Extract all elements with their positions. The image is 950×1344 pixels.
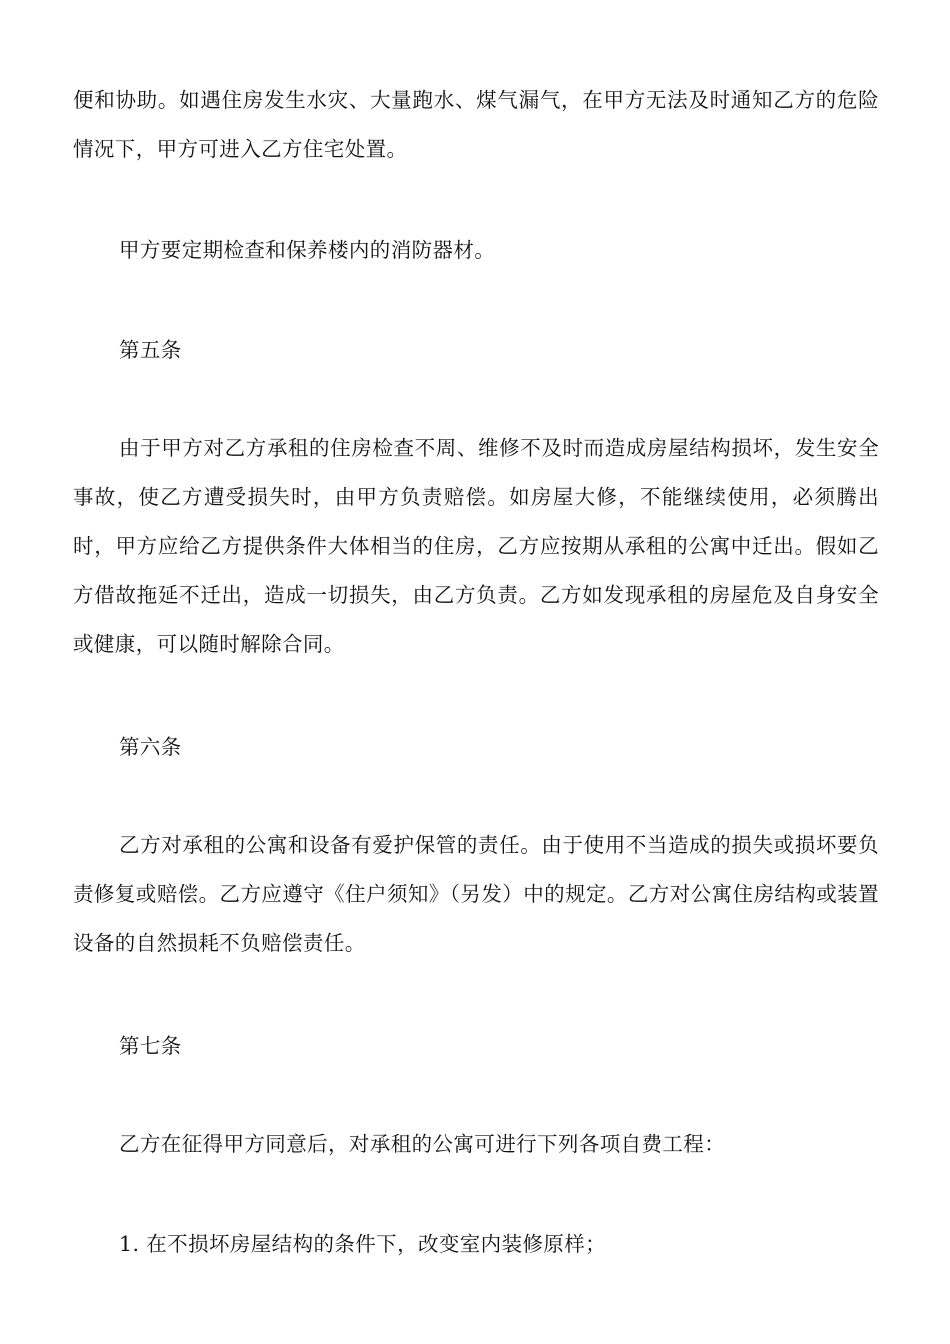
article-heading-5: 第五条 xyxy=(119,338,182,362)
article-heading-6: 第六条 xyxy=(119,735,182,759)
paragraph-continuation: 便和协助。如遇住房发生水灾、大量跑水、煤气漏气，在甲方无法及时通知乙方的危险情况下，甲方可进入乙方住宅处置。 xyxy=(73,88,879,161)
paragraph-fire-equipment: 甲方要定期检查和保养楼内的消防器材。 xyxy=(119,238,496,262)
paragraph-article-7: 乙方在征得甲方同意后，对承租的公寓可进行下列各项自费工程： xyxy=(119,1132,726,1156)
paragraph-article-5: 由于甲方对乙方承租的住房检查不周、维修不及时而造成房屋结构损坏，发生安全事故，使乙方遭受损失时，由甲方负责赔偿。如房屋大修，不能继续使用，必须腾出时，甲方应给乙方提供条件大体相当的住房，乙方应按期从承租的公寓中迁出。假如乙方借故拖延不迁出，造成一切损失，由乙方负责。乙方如发现承租的房屋危及自身安全或健康，可以随时解除合同。 xyxy=(73,436,879,656)
article-heading-7: 第七条 xyxy=(119,1034,182,1058)
paragraph-article-6: 乙方对承租的公寓和设备有爱护保管的责任。由于使用不当造成的损失或损坏要负责修复或赔偿。乙方应遵守《住户须知》（另发）中的规定。乙方对公寓住房结构或装置设备的自然损耗不负赔偿责任。 xyxy=(73,833,879,955)
list-item-1: 1. 在不损坏房屋结构的条件下，改变室内装修原样； xyxy=(119,1232,607,1256)
